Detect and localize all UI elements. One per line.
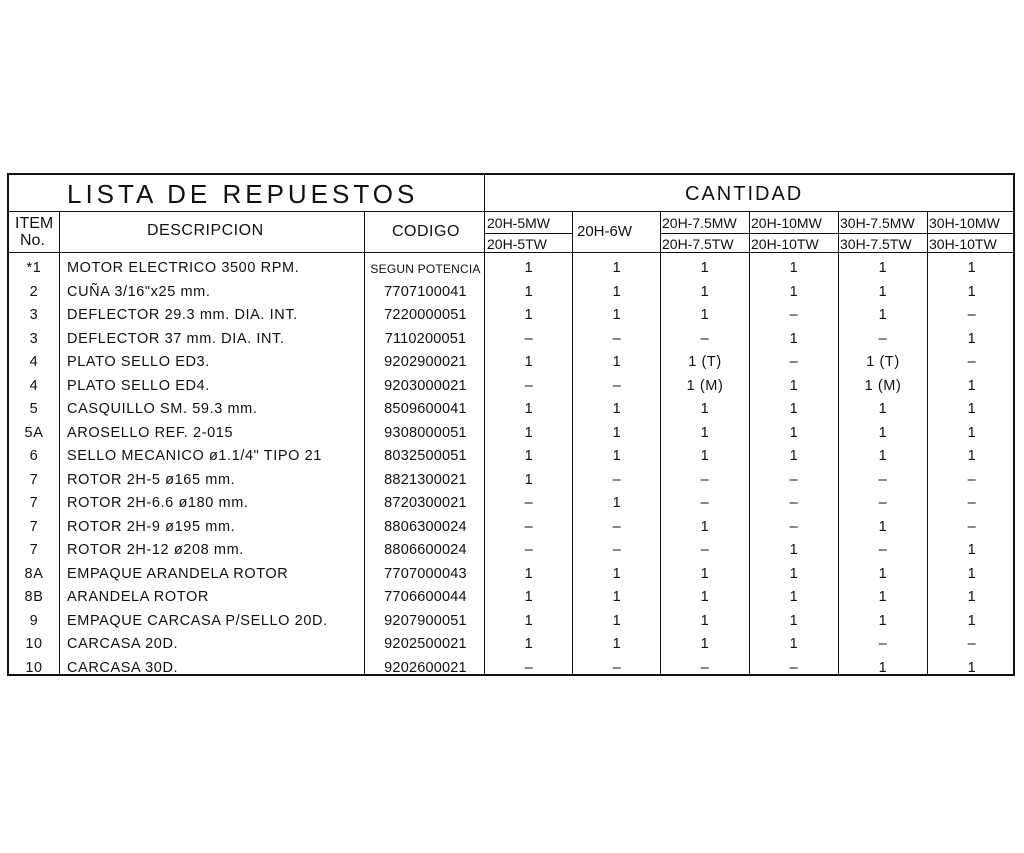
part-code: 8032500051 [384,448,467,464]
quantity-cell: 1 [967,659,977,676]
item-number: 4 [29,354,39,370]
quantity-cell: – [700,542,710,558]
quantity-cell: 1 [524,401,534,417]
quantity-cell: 1 [612,589,622,605]
part-description: CARCASA 30D. [67,659,179,676]
quantity-cell: 1 [700,401,710,417]
table-row [9,398,1013,422]
quantity-cell: – [967,307,977,323]
model-header-4-bottom: 20H-10TW [751,236,819,252]
quantity-cell: 1 [789,424,799,441]
quantity-cell: – [612,330,622,347]
table-title: LISTA DE REPUESTOS [67,179,419,209]
part-code: SEGUN POTENCIA [370,262,481,276]
table-row [9,304,1013,328]
table-row [9,657,1013,681]
table-row [9,610,1013,634]
quantity-cell: 1 [612,354,622,370]
quantity-cell: 1 [878,424,888,441]
table-row [9,633,1013,657]
model-header-5-top: 30H-7.5MW [840,215,915,231]
table-row [9,563,1013,587]
quantity-cell: – [700,495,710,511]
item-number: 8B [24,589,44,605]
quantity-cell: 1 [967,565,977,582]
table-row [9,281,1013,305]
table-row [9,445,1013,469]
row-divider [9,252,1013,253]
quantity-cell: 1 [700,589,710,605]
model-header-5-bottom: 30H-7.5TW [840,236,912,252]
quantity-cell: – [789,307,799,323]
quantity-cell: 1 [524,589,534,605]
quantity-cell: 1 [967,260,977,276]
quantity-cell: 1 [878,565,888,582]
part-code: 7706600044 [384,589,467,605]
table-row [9,375,1013,399]
part-code: 9308000051 [384,424,467,441]
quantity-cell: – [612,659,622,676]
quantity-cell: – [789,659,799,676]
quantity-cell: 1 [789,330,799,347]
table-row [9,257,1013,281]
quantity-cell: – [789,354,799,370]
quantity-cell: 1 [967,612,977,629]
quantity-cell: – [878,330,888,347]
parts-list-table [7,173,1015,676]
quantity-cell: – [700,659,710,676]
quantity-cell: 1 (T) [866,354,900,370]
quantity-cell: 1 [700,448,710,464]
part-code: 9202600021 [384,659,467,676]
quantity-cell: 1 [789,565,799,582]
quantity-cell: 1 [700,283,710,300]
part-description: ROTOR 2H-6.6 ø180 mm. [67,495,249,511]
quantity-cell: – [789,495,799,511]
part-description: CUÑA 3/16"x25 mm. [67,283,211,300]
quantity-cell: 1 [789,377,799,394]
quantity-cell: – [524,495,534,511]
part-description: PLATO SELLO ED4. [67,377,210,394]
quantity-cell: 1 [612,260,622,276]
part-code: 8720300021 [384,495,467,511]
item-header-line2: No. [20,232,45,249]
quantity-cell: 1 [878,518,888,535]
quantity-cell: 1 [524,283,534,300]
item-number: 7 [29,471,39,488]
quantity-cell: 1 [524,307,534,323]
item-number: 9 [29,612,39,629]
quantity-cell: 1 [878,401,888,417]
quantity-cell: 1 [700,307,710,323]
quantity-cell: 1 (T) [688,354,722,370]
quantity-cell: 1 [789,401,799,417]
item-number: 10 [25,659,43,676]
quantity-cell: – [967,354,977,370]
part-description: EMPAQUE ARANDELA ROTOR [67,565,289,582]
quantity-cell: 1 [612,495,622,511]
quantity-cell: 1 [789,636,799,652]
part-description: SELLO MECANICO ø1.1/4" TIPO 21 [67,448,322,464]
quantity-cell: 1 [700,518,710,535]
model-header-6-top: 30H-10MW [929,215,1000,231]
quantity-cell: 1 [524,565,534,582]
item-number: 6 [29,448,39,464]
table-row [9,586,1013,610]
quantity-cell: 1 [878,612,888,629]
item-number: 5A [24,424,44,441]
part-description: MOTOR ELECTRICO 3500 RPM. [67,260,300,276]
part-description: CARCASA 20D. [67,636,179,652]
table-row [9,492,1013,516]
model-header-3-top: 20H-7.5MW [662,215,737,231]
part-code: 7707000043 [384,565,467,582]
part-code: 7110200051 [384,330,467,347]
row-divider [9,211,1013,212]
row-divider [661,233,1013,234]
part-description: DEFLECTOR 37 mm. DIA. INT. [67,330,285,347]
quantity-cell: 1 [700,612,710,629]
quantity-cell: 1 [878,448,888,464]
model-header-1-top: 20H-5MW [487,215,551,231]
part-code: 8821300021 [384,471,467,488]
table-row [9,422,1013,446]
quantity-cell: 1 [700,424,710,441]
model-header-3-bottom: 20H-7.5TW [662,236,734,252]
row-divider [485,233,572,234]
quantity-cell: 1 [700,636,710,652]
quantity-cell: – [612,471,622,488]
part-code: 8509600041 [384,401,467,417]
quantity-cell: 1 [612,565,622,582]
quantity-cell: 1 [524,448,534,464]
quantity-cell: – [700,471,710,488]
quantity-cell: 1 (M) [686,377,724,394]
quantity-cell: – [878,471,888,488]
model-header-2: 20H-6W [577,223,633,240]
quantity-cell: 1 [878,589,888,605]
part-code: 7707100041 [384,283,467,300]
quantity-cell: – [967,636,977,652]
quantity-cell: 1 [789,448,799,464]
part-description: CASQUILLO SM. 59.3 mm. [67,401,258,417]
quantity-cell: – [878,542,888,558]
part-description: EMPAQUE CARCASA P/SELLO 20D. [67,612,328,629]
quantity-cell: 1 [524,636,534,652]
table-row [9,351,1013,375]
quantity-cell: 1 [878,307,888,323]
quantity-cell: 1 [524,424,534,441]
model-header-1-bottom: 20H-5TW [487,236,547,252]
quantity-cell: 1 [612,448,622,464]
quantity-cell: 1 [700,260,710,276]
part-code: 9207900051 [384,612,467,629]
item-number: 3 [29,330,39,347]
part-description: ROTOR 2H-9 ø195 mm. [67,518,236,535]
table-row [9,469,1013,493]
codigo-header: CODIGO [392,223,460,240]
item-number: 7 [29,518,39,535]
quantity-cell: 1 [612,424,622,441]
quantity-cell: – [612,518,622,535]
quantity-cell: – [967,495,977,511]
quantity-cell: – [524,377,534,394]
quantity-cell: – [789,518,799,535]
quantity-cell: 1 [789,589,799,605]
quantity-cell: 1 [524,612,534,629]
quantity-cell: 1 [612,636,622,652]
model-header-6-bottom: 30H-10TW [929,236,997,252]
quantity-cell: – [524,330,534,347]
table-row [9,328,1013,352]
quantity-cell: 1 [700,565,710,582]
quantity-cell: – [612,377,622,394]
quantity-cell: 1 [967,448,977,464]
quantity-cell: 1 [612,283,622,300]
item-number: 10 [25,636,43,652]
item-number: 5 [29,401,39,417]
quantity-cell: 1 [878,659,888,676]
part-description: ARANDELA ROTOR [67,589,209,605]
item-number: 3 [29,307,39,323]
item-header-line1: ITEM [15,215,54,232]
quantity-cell: 1 [967,589,977,605]
part-code: 9202900021 [384,354,467,370]
quantity-cell: – [878,636,888,652]
descripcion-header: DESCRIPCION [147,222,264,239]
quantity-cell: 1 [967,401,977,417]
quantity-cell: 1 [524,354,534,370]
quantity-cell: – [967,518,977,535]
quantity-cell: 1 [878,260,888,276]
quantity-cell: 1 [967,424,977,441]
quantity-cell: – [612,542,622,558]
quantity-cell: 1 [789,260,799,276]
quantity-cell: – [524,659,534,676]
item-number: 7 [29,542,39,558]
quantity-cell: – [967,471,977,488]
quantity-cell: 1 [789,542,799,558]
quantity-cell: – [789,471,799,488]
quantity-cell: 1 [967,377,977,394]
quantity-cell: 1 [612,401,622,417]
item-number: 7 [29,495,39,511]
item-number: 8A [24,565,44,582]
quantity-cell: 1 [789,283,799,300]
table-row [9,516,1013,540]
part-description: ROTOR 2H-12 ø208 mm. [67,542,244,558]
item-number: 2 [29,283,39,300]
quantity-cell: 1 [967,542,977,558]
part-code: 8806600024 [384,542,467,558]
item-number: *1 [26,260,42,276]
quantity-cell: 1 [967,283,977,300]
cantidad-heading: CANTIDAD [685,183,804,205]
quantity-cell: 1 [612,307,622,323]
part-code: 9203000021 [384,377,467,394]
model-header-4-top: 20H-10MW [751,215,822,231]
part-description: DEFLECTOR 29.3 mm. DIA. INT. [67,307,298,323]
part-description: PLATO SELLO ED3. [67,354,210,370]
part-description: AROSELLO REF. 2-015 [67,424,234,441]
quantity-cell: 1 [524,260,534,276]
part-description: ROTOR 2H-5 ø165 mm. [67,471,236,488]
quantity-cell: 1 [878,283,888,300]
table-row [9,539,1013,563]
part-code: 9202500021 [384,636,467,652]
quantity-cell: 1 [612,612,622,629]
item-number: 4 [29,377,39,394]
part-code: 8806300024 [384,518,467,535]
quantity-cell: – [700,330,710,347]
quantity-cell: 1 (M) [864,377,902,394]
part-code: 7220000051 [384,307,467,323]
quantity-cell: – [524,542,534,558]
quantity-cell: – [524,518,534,535]
quantity-cell: 1 [967,330,977,347]
quantity-cell: 1 [789,612,799,629]
quantity-cell: 1 [524,471,534,488]
quantity-cell: – [878,495,888,511]
